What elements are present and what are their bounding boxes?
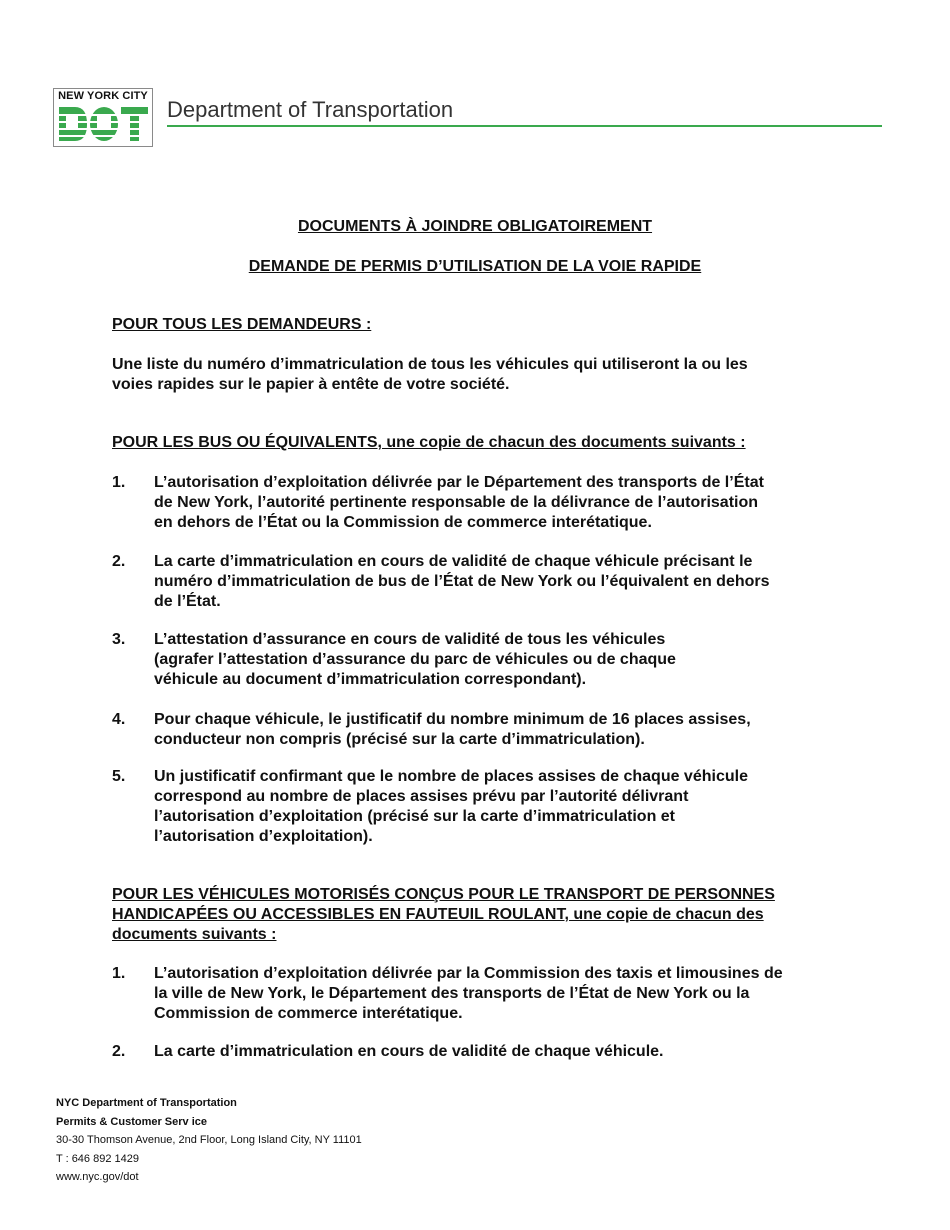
list-number: 4. (112, 711, 126, 728)
list-number: 3. (112, 631, 126, 648)
document-title: DOCUMENTS À JOINDRE OBLIGATOIREMENT (297, 218, 653, 235)
list-number: 1. (112, 965, 126, 982)
paragraph-line: voies rapides sur le papier à entête de votre société. (112, 376, 510, 393)
list-item-line: numéro d’immatriculation de bus de l’État de New York ou l’équivalent en dehors (154, 573, 770, 590)
logo-text: NEW YORK CITY (58, 90, 148, 102)
document-subtitle: DEMANDE DE PERMIS D’UTILISATION DE LA VOIE RAPIDE (248, 258, 702, 275)
list-number: 2. (112, 553, 126, 570)
list-item-line: Pour chaque véhicule, le justificatif du nombre minimum de 16 places assises, (154, 711, 751, 728)
all-applicants-paragraph (112, 355, 832, 395)
list-item-line: en dehors de l’État ou la Commission de commerce interétatique. (154, 514, 652, 531)
list-item-line: Commission de commerce interétatique. (154, 1005, 463, 1022)
list-item-line: La carte d’immatriculation en cours de validité de chaque véhicule précisant le (154, 553, 753, 570)
list-item-line: La carte d’immatriculation en cours de validité de chaque véhicule. (154, 1043, 664, 1060)
list-item-line: L’autorisation d’exploitation délivrée par le Département des transports de l’État (154, 474, 764, 491)
list-item-line: de New York, l’autorité pertinente responsable de la délivrance de l’autorisation (154, 494, 759, 511)
list-item-line: L’autorisation d’exploitation délivrée par la Commission des taxis et limousines de (154, 965, 783, 982)
list-item-line: Un justificatif confirmant que le nombre de places assises de chaque véhicule (154, 768, 748, 785)
footer-address: 30-30 Thomson Avenue, 2nd Floor, Long Island City, NY 11101 (56, 1134, 362, 1146)
section-heading-bus: POUR LES BUS OU ÉQUIVALENTS, une copie de chacun des documents suivants : (112, 434, 746, 451)
footer (56, 1094, 362, 1187)
nyc-dot-logo (53, 88, 153, 147)
footer-phone: T : 646 892 1429 (56, 1152, 139, 1165)
list-item-line: conducteur non compris (précisé sur la carte d’immatriculation). (154, 731, 645, 748)
footer-website[interactable]: www.nyc.gov/dot (56, 1171, 139, 1183)
list-item-line: la ville de New York, le Département des transports de l’État de New York ou la (154, 985, 750, 1002)
footer-division: Permits & Customer Serv ice (56, 1115, 208, 1128)
list-number: 1. (112, 474, 126, 491)
list-item-line: (agrafer l’attestation d’assurance du parc de véhicules ou de chaque (154, 651, 676, 668)
list-item-line: l’autorisation d’exploitation). (154, 828, 373, 845)
footer-org: NYC Department of Transportation (56, 1097, 237, 1109)
header-rule (167, 125, 882, 127)
dot-logo-icon (57, 105, 150, 143)
list-number: 2. (112, 1043, 126, 1060)
heading-line: HANDICAPÉES OU ACCESSIBLES EN FAUTEUIL ROULANT, une copie de chacun des (112, 906, 764, 923)
list-number: 5. (112, 768, 126, 785)
list-item-line: de l’État. (154, 593, 221, 610)
heading-line: POUR LES VÉHICULES MOTORISÉS CONÇUS POUR LE TRANSPORT DE PERSONNES (112, 886, 775, 903)
list-item-line: véhicule au document d’immatriculation correspondant). (154, 671, 587, 688)
section-heading-all-applicants: POUR TOUS LES DEMANDEURS : (112, 316, 372, 333)
list-item-line: correspond au nombre de places assises prévu par l’autorité délivrant (154, 788, 689, 805)
paragraph-line: Une liste du numéro d’immatriculation de tous les véhicules qui utiliseront la ou les (112, 356, 748, 373)
department-title: Department of Transportation (167, 97, 454, 122)
section-heading-handicap (112, 885, 832, 945)
list-item-line: L’attestation d’assurance en cours de validité de tous les véhicules (154, 631, 666, 648)
list-item-line: l’autorisation d’exploitation (précisé sur la carte d’immatriculation et (154, 808, 676, 825)
heading-line: documents suivants : (112, 926, 277, 943)
